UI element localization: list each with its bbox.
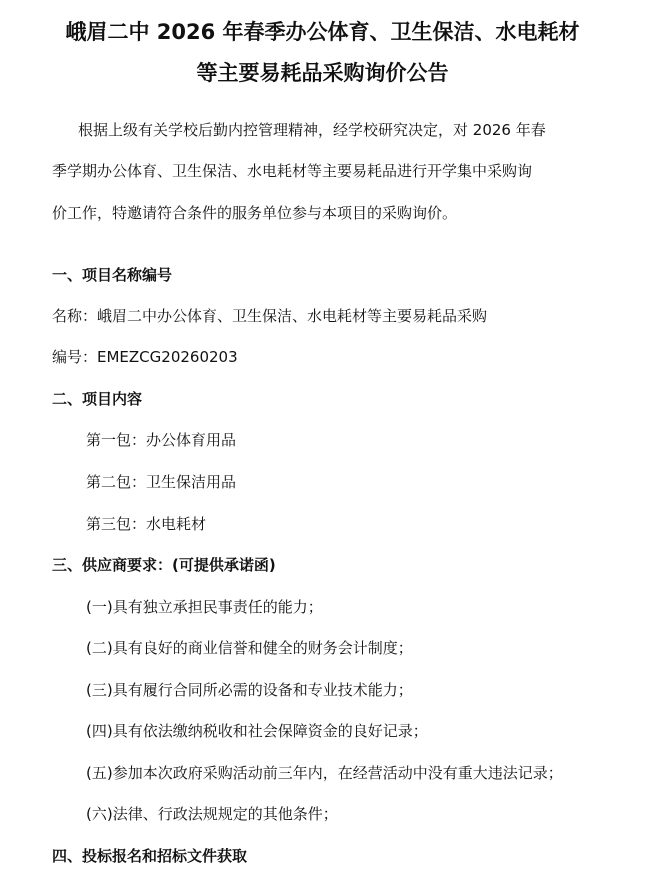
intro-line-1: 根据上级有关学校后勤内控管理精神，经学校研究决定，对 2026 年春 bbox=[78, 121, 546, 139]
section-4-heading: 四、投标报名和招标文件获取 bbox=[52, 847, 248, 865]
requirement-item-5: (五)参加本次政府采购活动前三年内，在经营活动中没有重大违法记录； bbox=[86, 764, 563, 782]
section-2-heading: 二、项目内容 bbox=[52, 390, 143, 408]
project-code: 编号：EMEZCG20260203 bbox=[52, 348, 238, 366]
document-title-line-1: 峨眉二中 2026 年春季办公体育、卫生保洁、水电耗材 bbox=[65, 20, 580, 44]
intro-line-2: 季学期办公体育、卫生保洁、水电耗材等主要易耗品进行开学集中采购询 bbox=[52, 162, 533, 180]
requirement-item-3: (三)具有履行合同所必需的设备和专业技术能力； bbox=[86, 681, 413, 699]
requirement-item-4: (四)具有依法缴纳税收和社会保障资金的良好记录； bbox=[86, 722, 428, 740]
package-item-2: 第二包：卫生保洁用品 bbox=[86, 473, 237, 491]
requirement-item-6: (六)法律、行政法规规定的其他条件； bbox=[86, 805, 338, 823]
package-item-1: 第一包：办公体育用品 bbox=[86, 431, 237, 449]
package-item-3: 第三包：水电耗材 bbox=[86, 515, 207, 533]
intro-line-3: 价工作，特邀请符合条件的服务单位参与本项目的采购询价。 bbox=[52, 204, 458, 222]
section-1-heading: 一、项目名称编号 bbox=[52, 266, 173, 284]
project-name: 名称：峨眉二中办公体育、卫生保洁、水电耗材等主要易耗品采购 bbox=[52, 307, 488, 325]
document-title-line-2: 等主要易耗品采购询价公告 bbox=[196, 61, 449, 85]
requirement-item-2: (二)具有良好的商业信誉和健全的财务会计制度； bbox=[86, 639, 413, 657]
requirement-item-1: (一)具有独立承担民事责任的能力； bbox=[86, 598, 323, 616]
section-3-heading: 三、供应商要求：(可提供承诺函) bbox=[52, 556, 276, 574]
